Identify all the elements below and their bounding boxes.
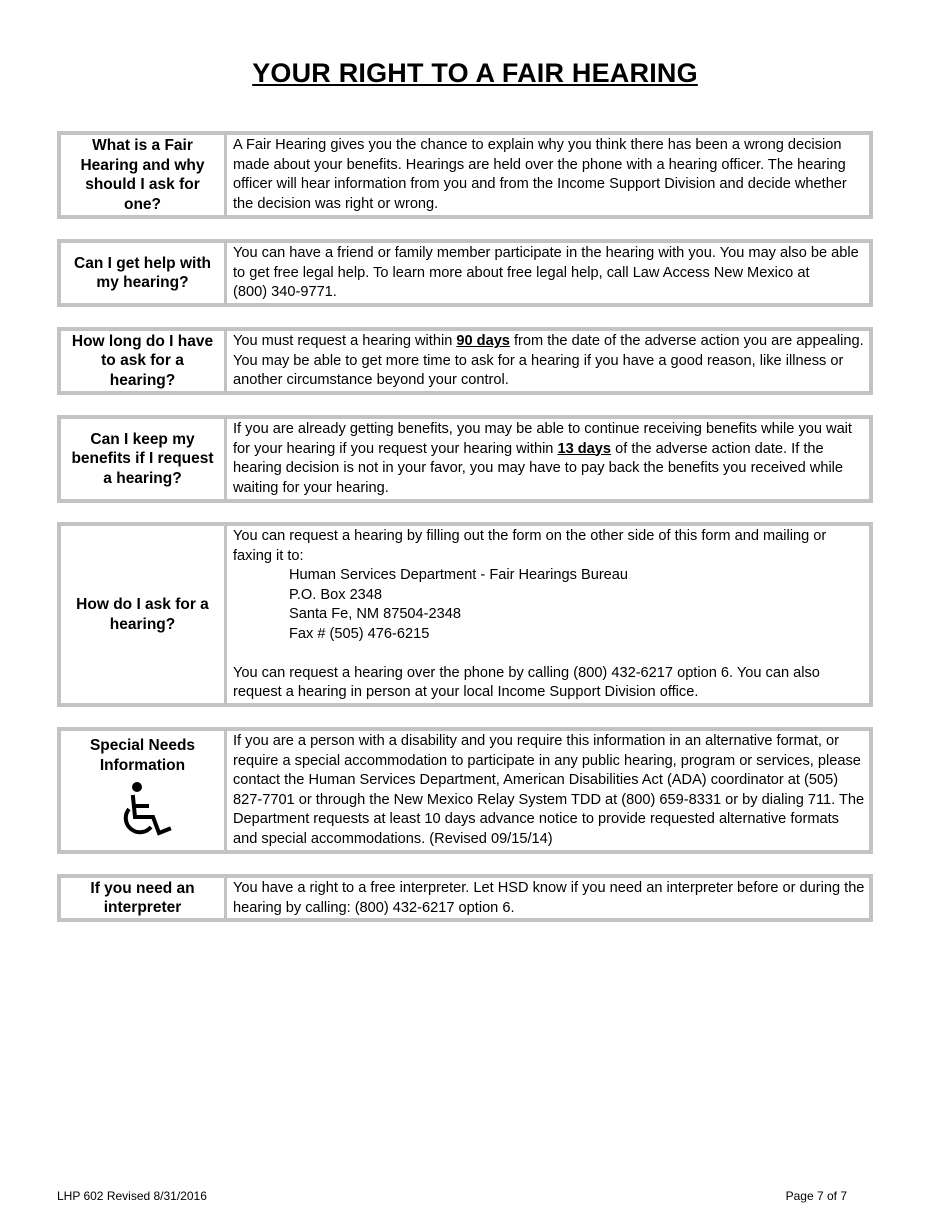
section-question: What is a Fair Hearing and why should I ask for one?: [61, 135, 227, 215]
section-get-help: [57, 239, 873, 307]
section-answer: [227, 243, 869, 303]
answer-text: You must request a hearing within: [233, 333, 457, 349]
section-interpreter: [57, 874, 873, 922]
section-answer: [227, 331, 869, 391]
section-answer: [227, 135, 869, 215]
section-answer: [227, 526, 869, 703]
section-how-to-ask: [57, 522, 873, 707]
answer-text: If you are a person with a disability and you require this information in an alternative format, or require a special accommodation to participate in any public hearing, program or services, please contact the Human Services Department, American Disabilities Act (ADA) coordinator at (505) 827-7701 or through the New Mexico Relay System TDD at (800) 659-8331 or by dialing 711. The Department requests at least 10 days advance notice to provide requested alternative formats and special accommodations. (Revised 09/15/14): [233, 733, 865, 847]
section-question: Can I keep my benefits if I request a hearing?: [61, 419, 227, 499]
special-needs-label: Special Needs Information: [89, 737, 196, 774]
section-answer: [227, 878, 869, 918]
answer-phone: (800) 340-9771.: [233, 284, 337, 300]
answer-text: from the date of the adverse action you are appealing. You may be able to get more time to ask for a hearing if you have a good reason, like illness or another circumstance beyond your control.: [233, 333, 864, 388]
address-line: Human Services Department - Fair Hearings Bureau: [289, 567, 629, 583]
answer-text: You have a right to a free interpreter. Let HSD know if you need an interpreter before or during the hearing by calling: (800) 432-6217 option 6.: [233, 880, 865, 916]
fax-line: Fax # (505) 476-6215: [289, 625, 430, 642]
answer-intro: You can request a hearing by filling out the form on the other side of this form and mailing or faxing it to:: [233, 528, 827, 564]
answer-text: You can have a friend or family member participate in the hearing with you. You may also be able to get free legal help. To learn more about free legal help, call Law Access New Mexico at: [233, 245, 859, 281]
answer-text: of the adverse action date. If the hearing decision is not in your favor, you may have to pay back the benefits you received while waiting for your hearing.: [233, 440, 844, 496]
footer-page-number: Page 7 of 7: [785, 1189, 847, 1203]
section-fair-hearing: [57, 131, 873, 219]
answer-outro: You can request a hearing over the phone by calling (800) 432-6217 option 6. You can also request a hearing in person at your local Income Support Division office.: [233, 664, 820, 700]
section-special-needs: [57, 727, 873, 854]
section-answer: [227, 731, 869, 850]
section-question: How long do I have to ask for a hearing?: [61, 331, 227, 391]
section-keep-benefits: [57, 415, 873, 503]
wheelchair-icon: [113, 781, 173, 845]
section-how-long: [57, 327, 873, 395]
footer-form-number: LHP 602 Revised 8/31/2016: [57, 1189, 207, 1203]
section-question: How do I ask for a hearing?: [61, 526, 227, 703]
section-answer: [227, 419, 869, 499]
deadline-emphasis: 90 days: [456, 333, 510, 349]
answer-text: A Fair Hearing gives you the chance to explain why you think there has been a wrong decision made about your benefits. Hearings are held over the phone with a hearing officer. The hearing officer will hear information from you and from the Income Support Division and decide whether the decision was right or wrong.: [233, 137, 847, 212]
section-question: [61, 731, 227, 850]
section-question: If you need an interpreter: [61, 878, 227, 918]
address-line: P.O. Box 2348: [289, 586, 383, 603]
answer-text: If you are already getting benefits, you may be able to continue receiving benefits while you wait for your hearing if you request your hearing within: [233, 421, 852, 457]
address-line: Santa Fe, NM 87504-2348: [289, 606, 461, 622]
deadline-emphasis: 13 days: [557, 440, 612, 457]
section-question: Can I get help with my hearing?: [61, 243, 227, 303]
page-title: YOUR RIGHT TO A FAIR HEARING: [252, 58, 698, 88]
